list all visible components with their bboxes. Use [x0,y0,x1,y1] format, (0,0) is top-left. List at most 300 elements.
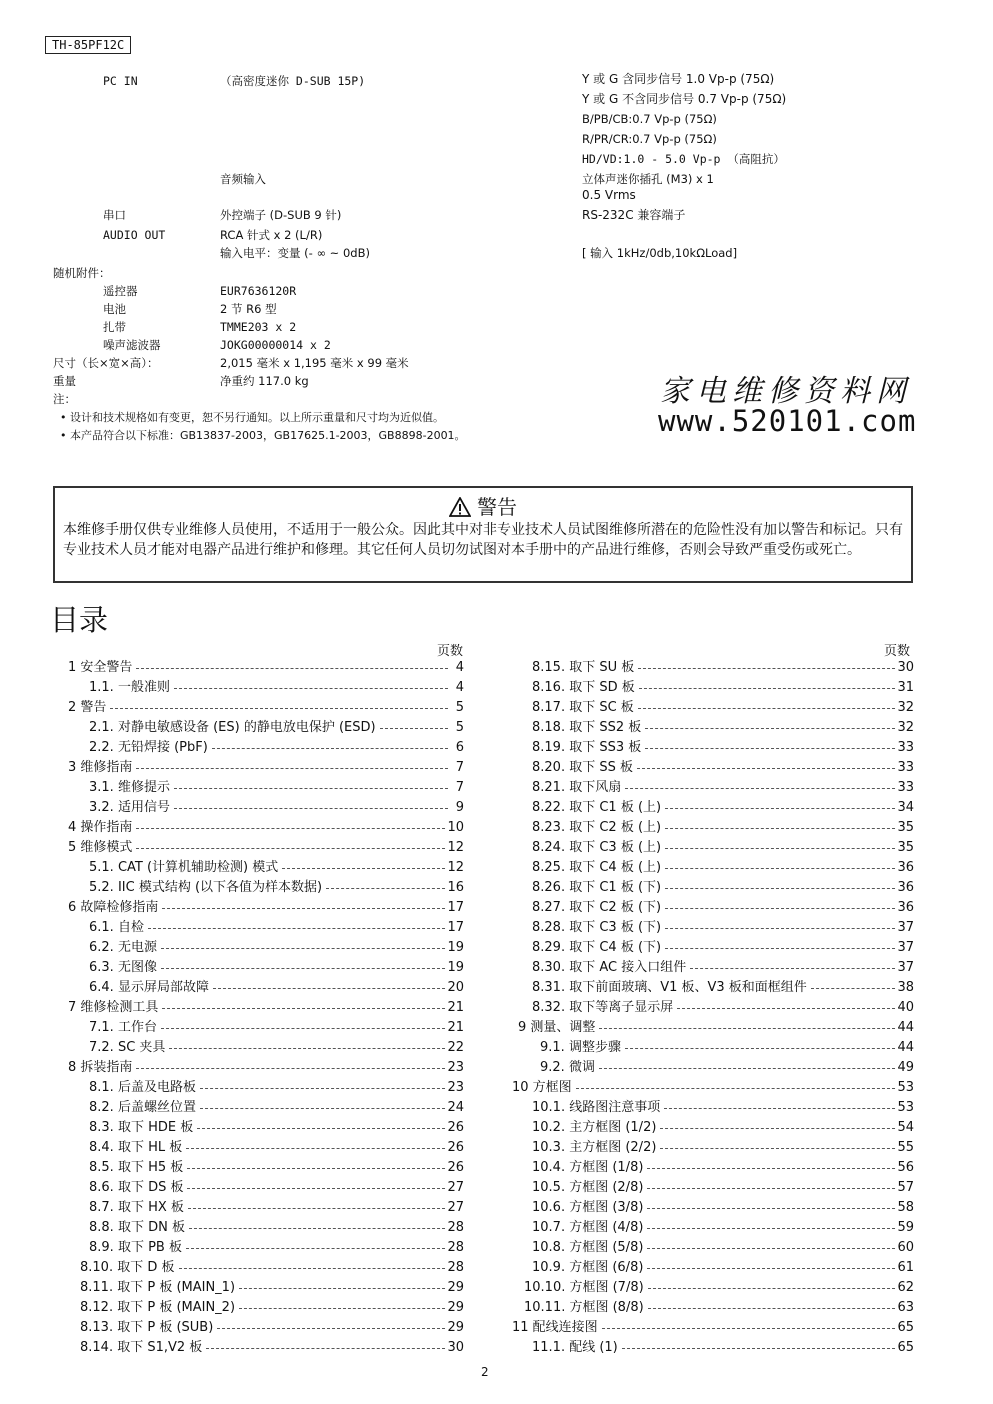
toc-leader [625,1048,896,1049]
toc-entry-page: 58 [897,1200,914,1215]
toc-entry-page: 29 [447,1320,464,1335]
toc-leader [638,708,896,709]
toc-entry-title: 2 警告 [68,700,107,715]
toc-leader [647,1268,895,1269]
toc-entry-page: 34 [897,800,914,815]
toc-entry-title: 3.2. 适用信号 [89,800,170,815]
toc-entry-page: 12 [447,860,464,875]
toc-entry-title: 7.2. SC 夹具 [89,1040,166,1055]
toc-entry-title: 8.7. 取下 HX 板 [89,1200,184,1215]
toc-leader [599,1028,895,1029]
accessory-name: 扎带 [103,320,126,334]
toc-leader [576,1088,896,1089]
toc-entry-page: 36 [897,860,914,875]
toc-entry[interactable] [89,678,464,698]
toc-entry[interactable] [89,718,464,738]
toc-entry[interactable] [512,1078,914,1098]
toc-entry-title: 8.4. 取下 HL 板 [89,1140,183,1155]
toc-leader [136,768,448,769]
toc-entry-page: 29 [447,1280,464,1295]
toc-entry[interactable] [532,738,914,758]
toc-entry-title: 10.11. 方框图 (8/8) [524,1300,644,1315]
toc-entry-page: 65 [897,1340,914,1355]
toc-entry-title: 8.9. 取下 PB 板 [89,1240,182,1255]
toc-entry-title: 8.17. 取下 SC 板 [532,700,634,715]
toc-entry[interactable] [68,818,464,838]
accessory-value: TMME203 x 2 [220,320,297,334]
serial-type: 外控端子 (D-SUB 9 针) [220,208,342,222]
toc-leader [162,1008,445,1009]
toc-entry-page: 54 [897,1120,914,1135]
toc-entry-page: 6 [455,740,464,755]
toc-leader [217,1328,445,1329]
toc-leader [647,1188,895,1189]
toc-entry[interactable] [512,1318,914,1338]
toc-entry[interactable] [532,718,914,738]
toc-entry-title: 8.10. 取下 D 板 [80,1260,175,1275]
toc-entry-page: 30 [447,1340,464,1355]
toc-entry-title: 8.22. 取下 C1 板 (上) [532,800,662,815]
toc-leader [188,1208,446,1209]
toc-entry-page: 40 [897,1000,914,1015]
toc-entry-title: 6.3. 无图像 [89,960,157,975]
toc-title: 目录 [50,603,109,637]
note-label: 注： [53,392,76,406]
toc-entry[interactable] [532,898,914,918]
toc-entry-title: 9.1. 调整步骤 [540,1040,621,1055]
toc-entry-title: 10.8. 方框图 (5/8) [532,1240,644,1255]
toc-entry-title: 10.6. 方框图 (3/8) [532,1200,644,1215]
toc-entry-title: 10.5. 方框图 (2/8) [532,1180,644,1195]
model-label: TH-85PF12C [45,36,131,54]
toc-entry[interactable] [89,1138,464,1158]
toc-entry-page: 53 [897,1100,914,1115]
toc-entry-title: 9.2. 微调 [540,1060,595,1075]
toc-entry-title: 6.4. 显示屏局部故障 [89,980,209,995]
toc-leader [169,1048,445,1049]
note-item: • 本产品符合以下标准：GB13837-2003，GB17625.1-2003，GB8898-2001。 [60,429,466,442]
toc-entry-title: 10.3. 主方框图 (2/2) [532,1140,657,1155]
toc-entry-page: 56 [897,1160,914,1175]
toc-entry[interactable] [89,958,464,978]
serial-label: 串口 [103,208,126,222]
toc-entry-page: 44 [897,1020,914,1035]
toc-entry[interactable] [80,1298,464,1318]
toc-entry[interactable] [68,998,464,1018]
toc-entry-page: 10 [447,820,464,835]
accessory-value: JOKG00000014 x 2 [220,338,331,352]
toc-entry-page: 31 [897,680,914,695]
accessory-value: 2 节 R6 型 [220,302,277,316]
toc-entry-page: 16 [447,880,464,895]
toc-leader [380,728,448,729]
toc-entry[interactable] [532,958,914,978]
toc-leader [647,1168,895,1169]
toc-entry-page: 44 [897,1040,914,1055]
toc-leader [602,1328,896,1329]
toc-entry-page: 9 [455,800,464,815]
toc-leader [174,808,448,809]
toc-entry-page: 61 [897,1260,914,1275]
toc-entry-title: 8.25. 取下 C4 板 (上) [532,860,662,875]
toc-entry-page: 36 [897,900,914,915]
toc-leader [197,1128,445,1129]
toc-entry-page: 27 [447,1180,464,1195]
toc-leader [647,1248,895,1249]
toc-entry-title: 8.24. 取下 C3 板 (上) [532,840,662,855]
accessory-name: 遥控器 [103,284,138,298]
toc-entry[interactable] [532,1118,914,1138]
toc-entry[interactable] [89,1238,464,1258]
toc-leader [625,788,895,789]
toc-leader [189,1228,446,1229]
toc-entry-title: 8.29. 取下 C4 板 (下) [532,940,662,955]
toc-entry-page: 12 [447,840,464,855]
toc-entry-page: 28 [447,1240,464,1255]
toc-entry-title: 1 安全警告 [68,660,133,675]
toc-entry[interactable] [80,1318,464,1338]
toc-entry[interactable] [80,1278,464,1298]
toc-entry-page: 24 [447,1100,464,1115]
toc-leader [647,1208,895,1209]
toc-entry[interactable] [532,918,914,938]
weight-value: 净重约 117.0 kg [220,374,309,388]
pc-in-value-4: R/PR/CR:0.7 Vp-p (75Ω) [582,132,717,146]
page-header-right: 页数 [884,644,911,659]
toc-entry-title: 10.7. 方框图 (4/8) [532,1220,644,1235]
audio-out-value: [ 输入 1kHz/0db,10kΩLoad] [582,246,738,260]
toc-leader [212,748,448,749]
toc-leader [136,1068,445,1069]
toc-entry-title: 6.2. 无电源 [89,940,157,955]
toc-entry-page: 59 [897,1220,914,1235]
toc-entry-page: 57 [897,1180,914,1195]
audio-in-type: 音频输入 [220,172,266,186]
toc-entry[interactable] [89,978,464,998]
toc-entry-page: 53 [897,1080,914,1095]
toc-entry[interactable] [532,1338,914,1358]
warning-box [53,486,913,583]
toc-entry[interactable] [532,1258,914,1278]
toc-entry[interactable] [89,1038,464,1058]
toc-entry-title: 2.2. 无铅焊接 (PbF) [89,740,208,755]
toc-entry[interactable] [89,1178,464,1198]
toc-entry-page: 37 [897,960,914,975]
toc-entry-page: 19 [447,940,464,955]
toc-entry-page: 28 [447,1260,464,1275]
toc-leader [665,808,895,809]
toc-entry[interactable] [80,1258,464,1278]
toc-entry[interactable] [68,758,464,778]
toc-entry[interactable] [532,1218,914,1238]
toc-entry-title: 8.12. 取下 P 板 (MAIN_2) [80,1300,236,1315]
toc-entry-page: 22 [447,1040,464,1055]
toc-leader [690,968,895,969]
toc-entry-page: 63 [897,1300,914,1315]
toc-leader [136,668,448,669]
toc-entry-title: 8.16. 取下 SD 板 [532,680,635,695]
toc-entry[interactable] [89,738,464,758]
toc-leader [665,948,895,949]
toc-entry-page: 7 [455,780,464,795]
toc-leader [136,848,445,849]
accessories-label: 随机附件： [53,266,111,280]
toc-entry-page: 38 [897,980,914,995]
toc-entry[interactable] [68,658,464,678]
toc-entry-title: 2.1. 对静电敏感设备 (ES) 的静电放电保护 (ESD) [89,720,376,735]
toc-entry[interactable] [518,1018,914,1038]
toc-entry-title: 10.1. 线路图注意事项 [532,1100,661,1115]
toc-entry[interactable] [89,1118,464,1138]
toc-entry-page: 37 [897,920,914,935]
toc-leader [638,668,895,669]
toc-entry-title: 8.20. 取下 SS 板 [532,760,633,775]
toc-entry-title: 8.5. 取下 H5 板 [89,1160,184,1175]
toc-entry[interactable] [532,658,914,678]
audio-in-value-2: 0.5 Vrms [582,188,636,202]
toc-leader [162,908,445,909]
toc-leader [647,1228,895,1229]
toc-leader [200,1088,446,1089]
toc-leader [187,1168,445,1169]
toc-entry[interactable] [89,1158,464,1178]
toc-entry-page: 33 [897,760,914,775]
toc-entry-title: 10.4. 方框图 (1/8) [532,1160,644,1175]
size-label: 尺寸（长×宽×高）： [53,356,159,370]
toc-entry[interactable] [68,1058,464,1078]
toc-entry[interactable] [532,678,914,698]
toc-entry[interactable] [89,1198,464,1218]
toc-entry-title: 5.1. CAT (计算机辅助检测) 模式 [89,860,279,875]
toc-entry-title: 10.10. 方框图 (7/8) [524,1280,644,1295]
warning-triangle-icon [449,497,471,517]
toc-leader [664,1108,895,1109]
toc-entry-title: 9 测量、调整 [518,1020,596,1035]
toc-leader [665,868,895,869]
toc-entry-title: 8.6. 取下 DS 板 [89,1180,184,1195]
toc-entry[interactable] [89,1018,464,1038]
toc-entry-title: 8.31. 取下前面玻璃、V1 板、V3 板和面框组件 [532,980,807,995]
toc-leader [648,1308,896,1309]
toc-entry[interactable] [532,1138,914,1158]
toc-entry[interactable] [89,798,464,818]
toc-leader [186,1248,445,1249]
toc-entry-title: 7 维修检测工具 [68,1000,159,1015]
toc-entry[interactable] [532,1198,914,1218]
toc-entry[interactable] [532,998,914,1018]
toc-entry-title: 8.27. 取下 C2 板 (下) [532,900,662,915]
toc-entry-title: 6.1. 自检 [89,920,144,935]
pc-in-value-5: HD/VD:1.0 - 5.0 Vp-p （高阻抗） [582,152,785,166]
toc-entry-page: 27 [447,1200,464,1215]
pc-in-value-1: Y 或 G 含同步信号 1.0 Vp-p (75Ω) [582,72,775,86]
toc-entry-page: 26 [447,1140,464,1155]
toc-entry[interactable] [89,1218,464,1238]
toc-entry[interactable] [532,1238,914,1258]
toc-entry-title: 8.28. 取下 C3 板 (下) [532,920,662,935]
toc-entry-page: 21 [447,1000,464,1015]
toc-entry-title: 4 操作指南 [68,820,133,835]
toc-leader [599,1068,896,1069]
watermark-title: 家电维修资料网 [660,374,912,409]
toc-entry[interactable] [532,1098,914,1118]
toc-entry-page: 17 [447,920,464,935]
toc-leader [174,688,448,689]
toc-entry-title: 8.15. 取下 SU 板 [532,660,635,675]
toc-entry-title: 10.9. 方框图 (6/8) [532,1260,644,1275]
toc-entry[interactable] [532,858,914,878]
toc-entry[interactable] [540,1038,914,1058]
accessory-name: 电池 [103,302,126,316]
warning-title [55,491,911,520]
toc-entry-page: 17 [447,900,464,915]
toc-entry-page: 7 [455,760,464,775]
toc-entry-title: 10.2. 主方框图 (1/2) [532,1120,657,1135]
toc-entry[interactable] [524,1298,914,1318]
toc-entry-page: 4 [455,680,464,695]
audio-out-type: RCA 针式 x 2 (L/R) [220,228,323,242]
toc-entry-page: 4 [455,660,464,675]
toc-entry[interactable] [540,1058,914,1078]
toc-entry[interactable] [524,1278,914,1298]
toc-entry[interactable] [89,858,464,878]
toc-entry-page: 26 [447,1120,464,1135]
toc-entry-page: 33 [897,780,914,795]
toc-leader [200,1108,446,1109]
warning-text: 本维修手册仅供专业维修人员使用，不适用于一般公众。因此其中对非专业技术人员试图维修所潜在的危险性没有加以警告和标记。只有专业技术人员才能对电器产品进行维护和修理。其它任何人员切勿试图对本手册中的产品进行维修，否则会导致严重受伤或死亡。 [63,522,903,558]
toc-entry[interactable] [68,898,464,918]
toc-entry-title: 8 拆装指南 [68,1060,133,1075]
toc-entry-page: 23 [447,1060,464,1075]
toc-leader [665,908,895,909]
toc-entry-page: 5 [455,700,464,715]
toc-entry[interactable] [532,978,914,998]
toc-entry-title: 8.13. 取下 P 板 (SUB) [80,1320,214,1335]
toc-entry[interactable] [532,1178,914,1198]
accessory-value: EUR7636120R [220,284,297,298]
toc-entry-title: 8.3. 取下 HDE 板 [89,1120,194,1135]
toc-entry-title: 11 配线连接图 [512,1320,598,1335]
audio-out-label: AUDIO OUT [103,228,166,242]
toc-entry-page: 49 [897,1060,914,1075]
toc-entry[interactable] [80,1338,464,1358]
toc-leader [660,1128,895,1129]
pc-in-value-3: B/PB/CB:0.7 Vp-p (75Ω) [582,112,717,126]
toc-entry-title: 1.1. 一般准则 [89,680,170,695]
page-number: 2 [481,1365,489,1379]
toc-leader [637,768,895,769]
audio-in-value-1: 立体声迷你插孔 (M3) x 1 [582,172,714,186]
toc-leader [326,888,445,889]
audio-out-level: 输入电平：变量 (- ∞ ~ 0dB) [220,246,370,260]
toc-leader [645,728,895,729]
toc-entry-title: 8.2. 后盖螺丝位置 [89,1100,196,1115]
toc-entry[interactable] [532,838,914,858]
toc-entry-title: 8.26. 取下 C1 板 (下) [532,880,662,895]
toc-leader [239,1288,445,1289]
toc-entry[interactable] [532,798,914,818]
toc-entry-page: 20 [447,980,464,995]
toc-leader [213,988,446,989]
toc-entry-title: 3.1. 维修提示 [89,780,170,795]
toc-entry[interactable] [532,818,914,838]
toc-leader [665,928,895,929]
toc-entry[interactable] [89,878,464,898]
toc-entry-title: 8.19. 取下 SS3 板 [532,740,642,755]
size-value: 2,015 毫米 x 1,195 毫米 x 99 毫米 [220,356,409,370]
toc-entry[interactable] [532,878,914,898]
toc-entry-page: 55 [897,1140,914,1155]
toc-entry-page: 33 [897,740,914,755]
toc-entry-page: 65 [897,1320,914,1335]
toc-entry-page: 5 [455,720,464,735]
toc-leader [645,748,895,749]
toc-leader [161,1028,446,1029]
toc-entry[interactable] [68,838,464,858]
toc-entry-title: 8.23. 取下 C2 板 (上) [532,820,662,835]
toc-entry-title: 8.21. 取下风扇 [532,780,622,795]
toc-entry-title: 5.2. IIC 模式结构 (以下各值为样本数据) [89,880,323,895]
toc-entry-page: 19 [447,960,464,975]
toc-entry-title: 8.8. 取下 DN 板 [89,1220,185,1235]
toc-entry[interactable] [89,778,464,798]
toc-leader [187,1188,445,1189]
toc-entry-title: 8.11. 取下 P 板 (MAIN_1) [80,1280,236,1295]
toc-entry-page: 35 [897,840,914,855]
watermark-url: www.520101.com [658,404,917,438]
toc-entry-page: 28 [447,1220,464,1235]
toc-entry-page: 37 [897,940,914,955]
toc-entry-page: 32 [897,720,914,735]
toc-entry[interactable] [89,938,464,958]
toc-leader [110,708,448,709]
toc-entry-page: 29 [447,1300,464,1315]
toc-leader [161,968,446,969]
toc-leader [648,1288,896,1289]
pc-in-label: PC IN [103,74,138,88]
toc-entry[interactable] [89,1078,464,1098]
toc-leader [639,688,896,689]
toc-entry[interactable] [89,1098,464,1118]
toc-leader [665,828,895,829]
toc-leader [136,828,445,829]
note-item: • 设计和技术规格如有变更，恕不另行通知。以上所示重量和尺寸均为近似值。 [60,411,444,424]
toc-entry-title: 8.30. 取下 AC 接入口组件 [532,960,687,975]
toc-entry-title: 6 故障检修指南 [68,900,159,915]
toc-entry[interactable] [68,698,464,718]
toc-entry[interactable] [532,778,914,798]
toc-entry-page: 36 [897,880,914,895]
toc-entry[interactable] [532,758,914,778]
toc-entry-title: 8.1. 后盖及电路板 [89,1080,196,1095]
toc-entry[interactable] [89,918,464,938]
toc-entry[interactable] [532,698,914,718]
toc-leader [206,1348,445,1349]
toc-entry-title: 8.18. 取下 SS2 板 [532,720,642,735]
toc-entry[interactable] [532,1158,914,1178]
pc-in-value-2: Y 或 G 不含同步信号 0.7 Vp-p (75Ω) [582,92,787,106]
toc-entry-page: 21 [447,1020,464,1035]
toc-entry-title: 11.1. 配线 (1) [532,1340,618,1355]
toc-entry[interactable] [532,938,914,958]
toc-leader [148,928,446,929]
toc-leader [660,1148,895,1149]
toc-leader [282,868,445,869]
accessory-name: 噪声滤波器 [103,338,161,352]
toc-entry-title: 3 维修指南 [68,760,133,775]
toc-entry-title: 7.1. 工作台 [89,1020,157,1035]
toc-entry-page: 35 [897,820,914,835]
